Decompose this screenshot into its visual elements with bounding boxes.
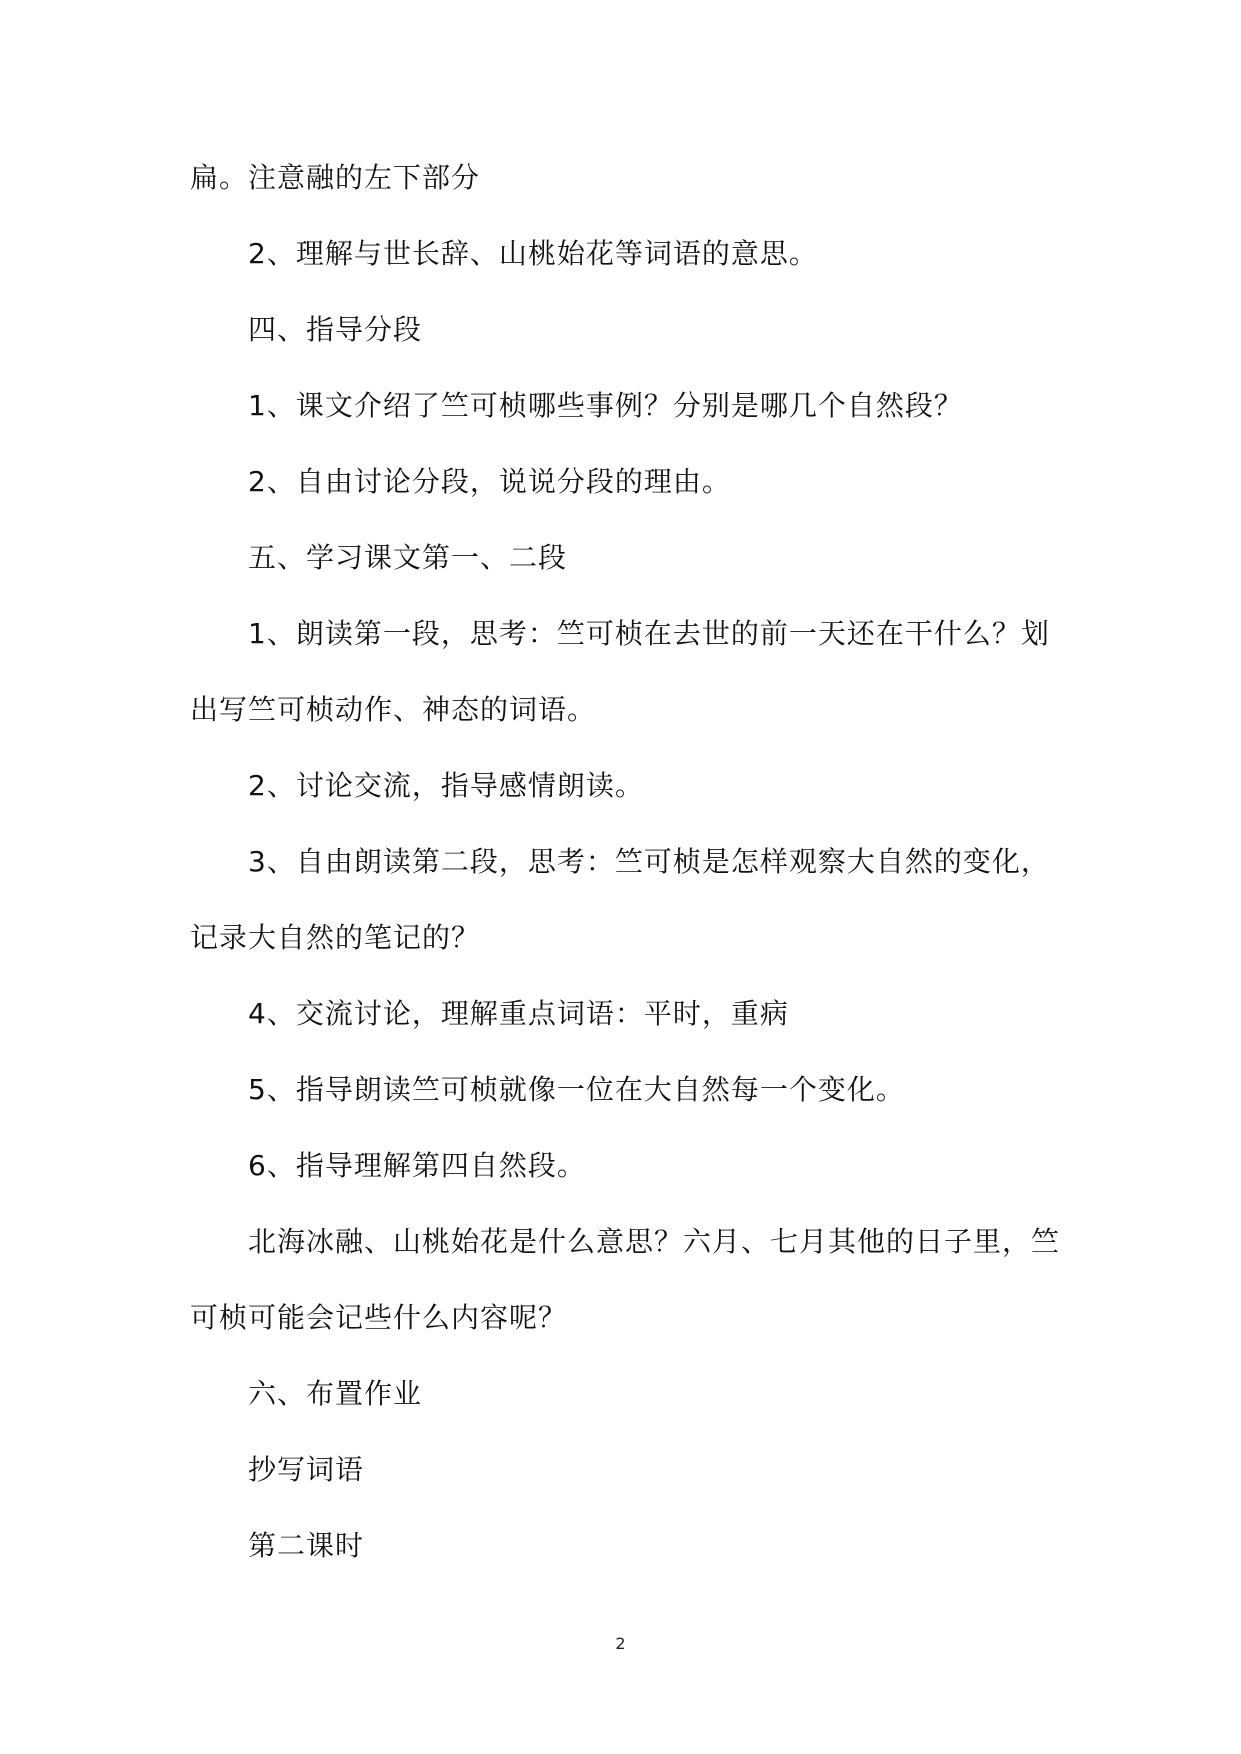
text-line: 2、自由讨论分段，说说分段的理由。 [248, 465, 731, 498]
text-line: 第二课时 [248, 1529, 365, 1562]
text-line: 北海冰融、山桃始花是什么意思？六月、七月其他的日子里，竺 [248, 1225, 1061, 1258]
text-line: 出写竺可桢动作、神态的词语。 [190, 693, 597, 726]
text-line: 抄写词语 [248, 1453, 365, 1486]
page-number: 2 [615, 1634, 626, 1653]
text-line: 4、交流讨论，理解重点词语：平时，重病 [248, 997, 789, 1030]
text-line: 2、讨论交流，指导感情朗读。 [248, 769, 644, 802]
section-heading: 五、学习课文第一、二段 [248, 541, 568, 574]
text-line: 扁。注意融的左下部分 [190, 161, 481, 194]
text-line: 2、理解与世长辞、山桃始花等词语的意思。 [248, 237, 818, 270]
text-line: 可桢可能会记些什么内容呢？ [190, 1301, 568, 1334]
section-heading: 六、布置作业 [248, 1377, 423, 1410]
text-line: 3、自由朗读第二段，思考：竺可桢是怎样观察大自然的变化， [248, 845, 1050, 878]
text-line: 6、指导理解第四自然段。 [248, 1149, 586, 1182]
text-line: 1、朗读第一段，思考：竺可桢在去世的前一天还在干什么？划 [248, 617, 1050, 650]
text-line: 5、指导朗读竺可桢就像一位在大自然每一个变化。 [248, 1073, 905, 1106]
text-line: 记录大自然的笔记的？ [190, 921, 481, 954]
text-line: 1、课文介绍了竺可桢哪些事例？分别是哪几个自然段？ [248, 389, 963, 422]
section-heading: 四、指导分段 [248, 313, 423, 346]
document-body [190, 140, 1060, 1584]
